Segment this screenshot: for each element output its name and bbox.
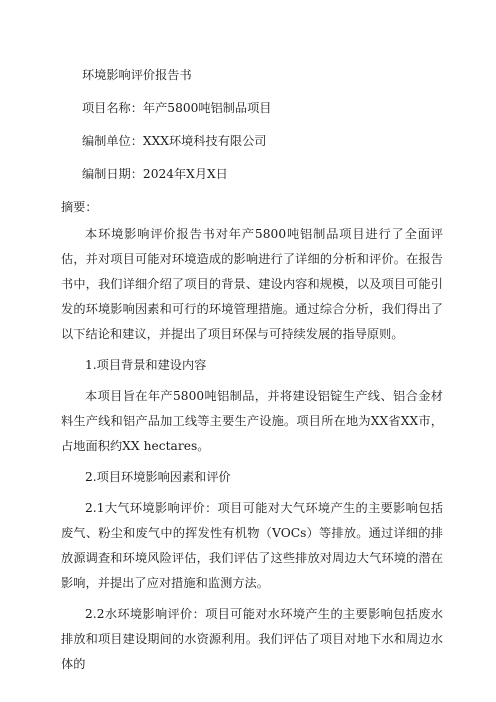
section-1-paragraph: 本项目旨在年产5800吨铝制品，并将建设铝锭生产线、铝合金材料生产线和铝产品加工线等主要生产设施。项目所在地为XX省XX市，占地面积约XX hectares。 <box>61 389 443 453</box>
section-1-heading: 1.项目背景和建设内容 <box>85 358 207 372</box>
abstract-label: 摘要： <box>61 200 98 214</box>
document-body <box>61 62 443 683</box>
project-name: 项目名称：年产5800吨铝制品项目 <box>82 101 272 115</box>
abstract-paragraph: 本环境影响评价报告书对年产5800吨铝制品项目进行了全面评估，并对项目可能对环境造成的影响进行了详细的分析和评价。在报告书中，我们详细介绍了项目的背景、建设内容和规模，以及项目可能引发的环境影响因素和可行的环境管理措施。通过综合分析，我们得出了以下结论和建议，并提出了项目环保与可持续发展的指导原则。 <box>61 227 443 341</box>
prepared-by: 编制单位：XXX环境科技有限公司 <box>82 134 267 148</box>
section-2-1-paragraph: 2.1大气环境影响评价：项目可能对大气环境产生的主要影响包括废气、粉尘和废气中的挥发性有机物（VOCs）等排放。通过详细的排放源调查和环境风险评估，我们评估了这些排放对周边大气环境的潜在影响，并提出了应对措施和监测方法。 <box>61 501 443 590</box>
document-title: 环境影响评价报告书 <box>82 68 192 82</box>
section-2-heading: 2.项目环境影响因素和评价 <box>85 470 231 484</box>
prepared-date: 编制日期：2024年X月X日 <box>82 167 228 181</box>
section-2-2-paragraph: 2.2水环境影响评价：项目可能对水环境产生的主要影响包括废水排放和项目建设期间的水资源利用。我们评估了项目对地下水和周边水体的 <box>61 607 443 671</box>
